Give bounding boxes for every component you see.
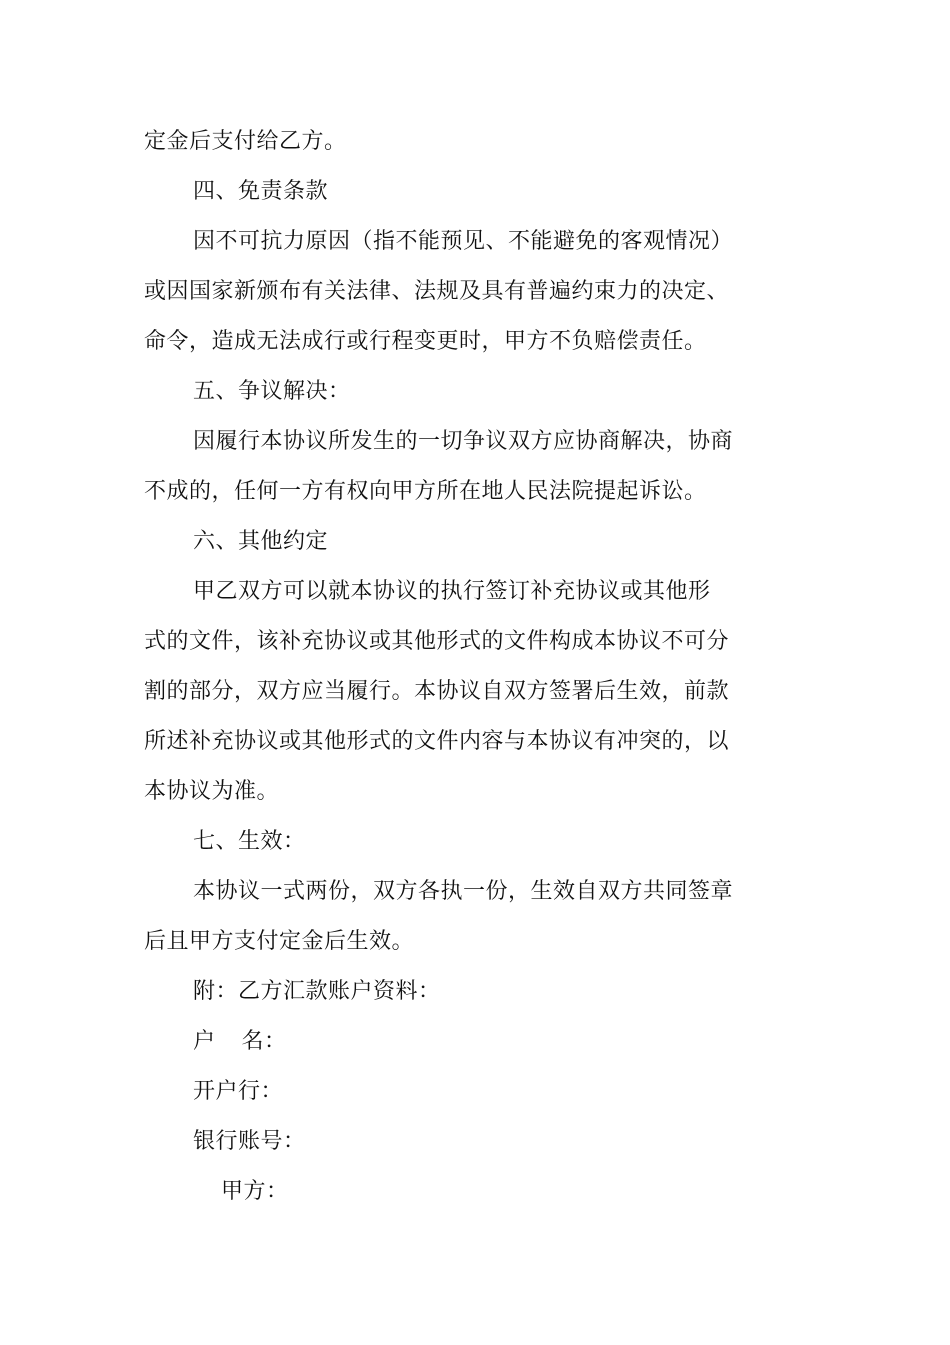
bank-label: 开户行： (193, 1079, 284, 1104)
account-name-char2: 名： (241, 1029, 287, 1054)
section-heading-4: 四、免责条款 (193, 179, 329, 204)
section-heading-5: 五、争议解决： (193, 379, 351, 404)
text-line: 后且甲方支付定金后生效。 (144, 929, 415, 954)
text-line: 或因国家新颁布有关法律、法规及具有普遍约束力的决定、 (144, 279, 730, 304)
text-line: 命令，造成无法成行或行程变更时，甲方不负赔偿责任。 (144, 329, 707, 354)
text-line: 因履行本协议所发生的一切争议双方应协商解决，协商 (193, 429, 734, 454)
text-line: 甲乙双方可以就本协议的执行签订补充协议或其他形 (193, 579, 711, 604)
text-line: 因不可抗力原因（指不能预见、不能避免的客观情况） (193, 229, 734, 254)
section-heading-6: 六、其他约定 (193, 529, 329, 554)
text-line: 所述补充协议或其他形式的文件内容与本协议有冲突的，以 (144, 729, 730, 754)
account-number-label: 银行账号： (193, 1129, 306, 1154)
account-name-char1: 户 (193, 1029, 216, 1054)
section-heading-7: 七、生效： (193, 829, 306, 854)
text-line: 本协议为准。 (144, 779, 280, 804)
text-line: 割的部分，双方应当履行。本协议自双方签署后生效，前款 (144, 679, 730, 704)
text-line: 不成的，任何一方有权向甲方所在地人民法院提起诉讼。 (144, 479, 707, 504)
text-line: 式的文件，该补充协议或其他形式的文件构成本协议不可分 (144, 629, 730, 654)
appendix-heading: 附：乙方汇款账户资料： (193, 979, 441, 1004)
party-a-signature-label: 甲方： (221, 1179, 289, 1204)
account-name-label (193, 1027, 287, 1057)
text-line: 定金后支付给乙方。 (144, 129, 347, 154)
text-line: 本协议一式两份，双方各执一份，生效自双方共同签章 (193, 879, 734, 904)
